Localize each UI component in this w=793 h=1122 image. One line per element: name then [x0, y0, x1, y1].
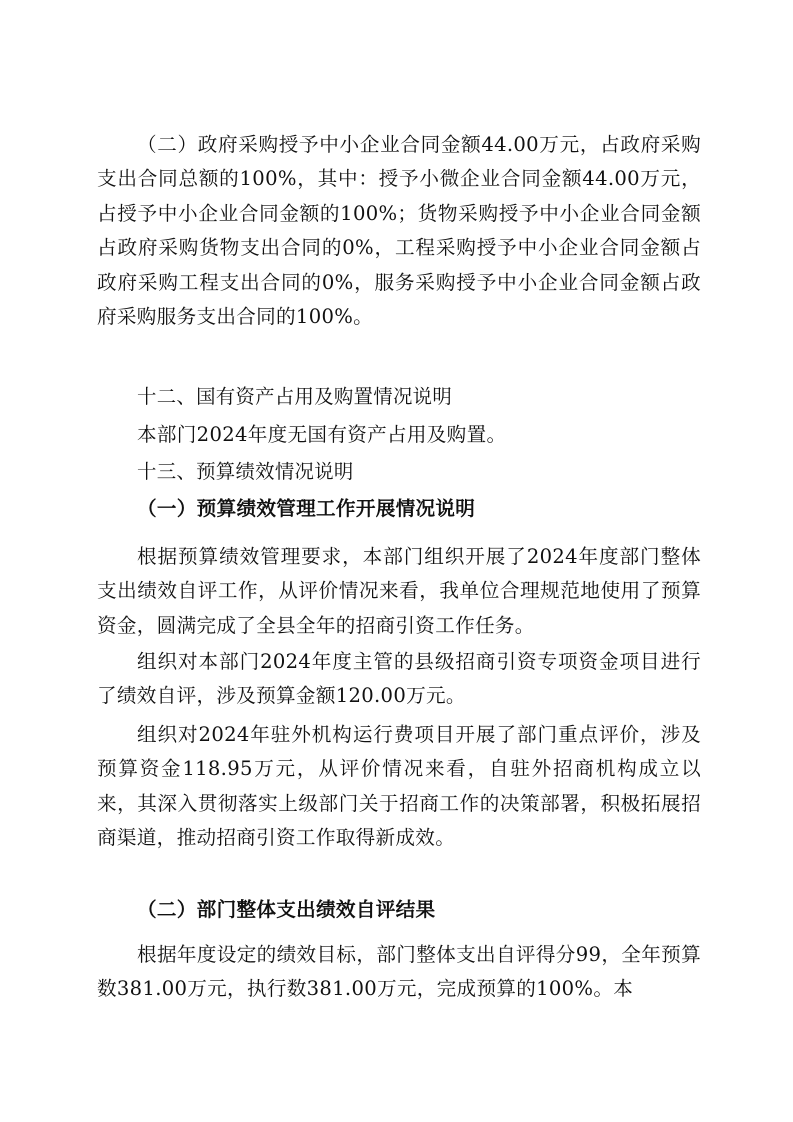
overall-result-paragraph: 根据年度设定的绩效目标，部门整体支出自评得分99，全年预算数381.00万元，执行数381.00万元，完成预算的100%。本	[97, 943, 701, 1001]
procurement-sme-paragraph: （二）政府采购授予中小企业合同金额44.00万元，占政府采购支出合同总额的100%，其中：授予小微企业合同金额44.00万元，占授予中小企业合同金额的100%；货物采购授予中小企业合同金额占政府采购货物支出合同的0%，工程采购授予中小企业合同金额占政府采购工程支出合同的0%，服务采购授予中小企业合同金额占政府采购服务支出合同的100%。	[97, 133, 701, 329]
section-12-heading: 十二、国有资产占用及购置情况说明	[137, 385, 453, 408]
performance-intro-paragraph: 根据预算绩效管理要求，本部门组织开展了2024年度部门整体支出绩效自评工作，从评价情况来看，我单位合理规范地使用了预算资金，圆满完成了全县全年的招商引资工作任务。	[97, 545, 701, 637]
project-evaluation-paragraph: 组织对本部门2024年度主管的县级招商引资专项资金项目进行了绩效自评，涉及预算金额120.00万元。	[97, 650, 701, 708]
section-12-body: 本部门2024年度无国有资产占用及购置。	[137, 423, 507, 446]
section-13-subheading-1: （一）预算绩效管理工作开展情况说明	[137, 497, 476, 520]
section-13-heading: 十三、预算绩效情况说明	[137, 460, 354, 483]
section-13-subheading-2: （二）部门整体支出绩效自评结果	[137, 898, 436, 921]
key-evaluation-paragraph: 组织对2024年驻外机构运行费项目开展了部门重点评价，涉及预算资金118.95万元，从评价情况来看，自驻外招商机构成立以来，其深入贯彻落实上级部门关于招商工作的决策部署，积极拓展招商渠道，推动招商引资工作取得新成效。	[97, 723, 701, 850]
